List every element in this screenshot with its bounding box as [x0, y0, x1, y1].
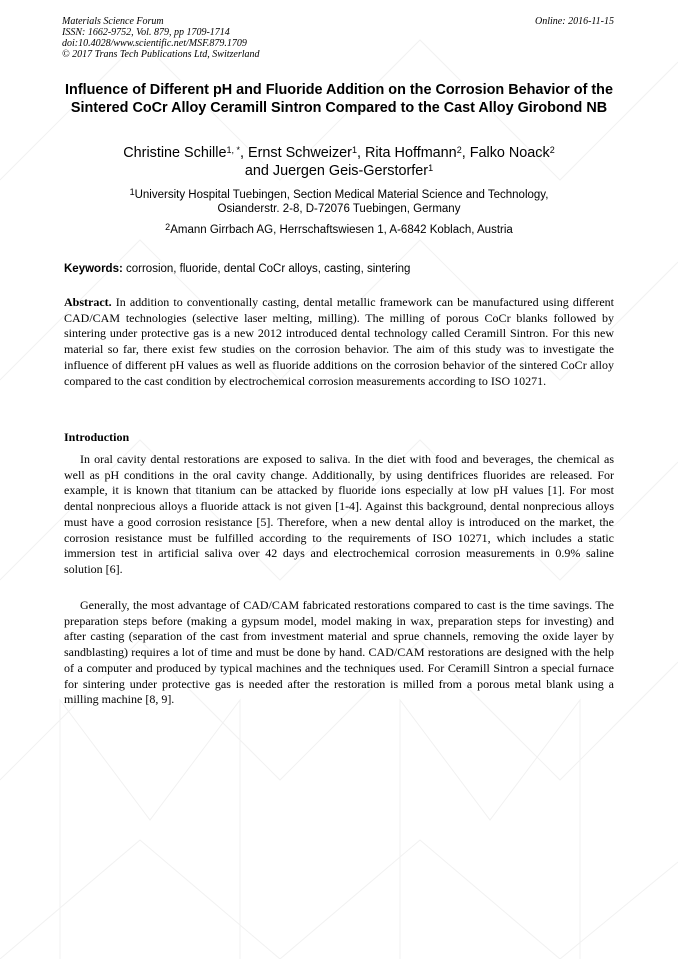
- abstract: [64, 295, 614, 389]
- affiliation-line: Amann Girrbach AG, Herrschaftswiesen 1, A-6842 Koblach, Austria: [170, 224, 513, 236]
- online-date: Online: 2016-11-15: [535, 16, 614, 27]
- keywords: [64, 262, 410, 276]
- affiliation-line: University Hospital Tuebingen, Section Medical Material Science and Technology,: [134, 189, 549, 201]
- keywords-label: Keywords:: [64, 263, 123, 275]
- author-name: Ernst Schweizer: [247, 145, 352, 161]
- author-affiliation-mark: 2: [456, 145, 462, 155]
- affiliation-mark: 2: [165, 222, 171, 232]
- author-list: Christine Schille$^{1, *}$, Ernst Schweizer$^1$, Rita Hoffmann$^2$, Falko Noack$^2$ and Juergen Geis-Gerstorfer$^1$: [123, 145, 555, 179]
- affiliation-mark: 1: [129, 187, 135, 197]
- author-name: Rita Hoffmann: [364, 145, 457, 161]
- journal-header: [62, 16, 260, 60]
- journal-issn: ISSN: 1662-9752, Vol. 879, pp 1709-1714: [62, 27, 230, 38]
- author-affiliation-mark: 1, *: [226, 145, 240, 155]
- paragraph: In oral cavity dental restorations are exposed to saliva. In the diet with food and beverages, the chemical as well as pH conditions in the oral cavity change. Additionally, by using dentifrices fluorides are released. For example, it is known that titanium can be attacked by fluoride ions especially at low pH values [1]. For most dental nonprecious alloys a fluoride attack is not given [1-4]. Against this background, dental nonprecious alloys must have a good corrosion resistance [5]. Therefore, when a new dental alloy is introduced on the market, the corrosion resistance must be fulfilled according to the requirements of ISO 10271, which includes a static immersion test in artificial saliva over 42 days and electrochemical corrosion measurements in 0.9% saline solution [6].: [64, 452, 614, 576]
- journal-copyright: © 2017 Trans Tech Publications Ltd, Switzerland: [62, 49, 260, 60]
- paragraph: Generally, the most advantage of CAD/CAM fabricated restorations compared to cast is the time savings. The preparation steps before (making a gypsum model, model making in wax, preparation steps for investing) and after casting (separation of the cast from investment material and sprue channels, removing the oxide layer by sandblasting) requires a lot of time and must be done by hand. CAD/CAM restorations are designed with the help of a computer and produced by typical machines and the techniques used. For Ceramill Sintron a special furnace for sintering under protective gas is needed after the restoration is milled from a porous metal blank using a milling machine [8, 9].: [64, 598, 614, 707]
- keywords-text: corrosion, fluoride, dental CoCr alloys, casting, sintering: [126, 263, 411, 275]
- affiliation-line: Osianderstr. 2-8, D-72076 Tuebingen, Germany: [217, 203, 461, 215]
- affiliation-2: [40, 223, 638, 237]
- journal-name: Materials Science Forum: [62, 16, 164, 27]
- journal-doi: doi:10.4028/www.scientific.net/MSF.879.1709: [62, 38, 247, 49]
- author-name: and Juergen Geis-Gerstorfer: [244, 162, 429, 179]
- author-name: Falko Noack: [469, 145, 550, 161]
- author-affiliation-mark: 1: [351, 145, 357, 155]
- abstract-text: In addition to conventionally casting, dental metallic framework can be manufactured using different CAD/CAM technologies (selective laser melting, milling). The milling of porous CoCr blanks followed by sintering under protective gas is a new 2012 introduced dental technology called Ceramill Sintron. For this new material so far, there exist few studies on the corrosion behavior. The aim of this study was to investigate the influence of different pH values as well as fluoride additions on the corrosion behavior of the sintered CoCr alloy compared to the cast condition by electrochemical corrosion measurements according to ISO 10271.: [64, 295, 614, 388]
- author-name: Christine Schille: [123, 145, 227, 161]
- affiliation-1: [40, 188, 638, 216]
- author-affiliation-mark: 2: [549, 145, 555, 155]
- section-heading: Introduction: [64, 430, 130, 444]
- author-affiliation-mark: 1: [428, 162, 434, 173]
- abstract-label: Abstract.: [64, 295, 112, 309]
- paper-title: Influence of Different pH and Fluoride Addition on the Corrosion Behavior of the Sintered CoCr Alloy Ceramill Sintron Compared to the Cast Alloy Girobond NB: [65, 82, 613, 116]
